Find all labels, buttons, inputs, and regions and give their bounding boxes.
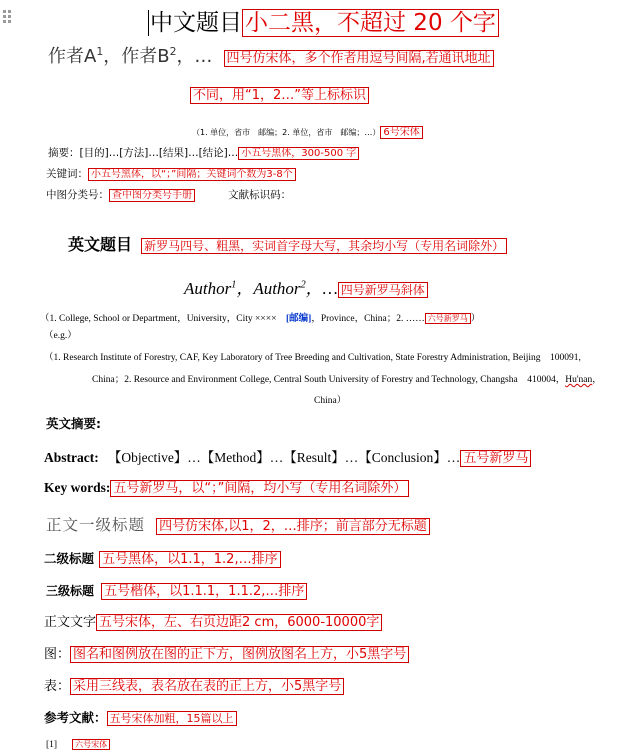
keywords-en-row	[44, 477, 409, 497]
title-note: 小二黑，不超过 20 个字	[242, 9, 499, 37]
author-a: 作者$A^1$，作者$B^2$，…	[48, 45, 213, 67]
abstract-en-row	[44, 446, 531, 467]
eg-label: （e.g.）	[44, 331, 77, 341]
affiliation-en-note: 六号新罗马	[425, 313, 471, 324]
abstract-en-label: Abstract:	[44, 450, 99, 465]
keywords-cn-note: 小五号黑体，以“；”间隔；关键词个数为3-8个	[88, 168, 296, 181]
h1-note: 四号仿宋体,以1，2，…排序；前言部分无标题	[156, 518, 430, 535]
authors-note-line2-row	[190, 84, 369, 104]
example-line1: （1. Research Institute of Forestry, CAF, Key Laboratory of Tree Breeding and Cultivation, State Forestry Administration, Beijing 100091,	[44, 353, 581, 363]
abstract-cn-row	[48, 141, 359, 160]
h2-text: 二级标题	[44, 551, 95, 566]
affiliation-en-text2: ，Province，China；2. ……	[311, 314, 425, 324]
body-text-row	[44, 611, 382, 631]
abstract-en-note: 五号新罗马	[460, 450, 531, 467]
authors-cn-row	[48, 42, 494, 68]
authors-en-note: 四号新罗马斜体	[338, 282, 428, 298]
keywords-cn-label: 关键词：	[46, 168, 88, 180]
title-en: 英文题目	[68, 235, 133, 254]
references-label: 参考文献：	[44, 710, 107, 725]
h3-row	[46, 580, 307, 600]
drag-handle-icon[interactable]	[3, 10, 11, 22]
example-hunan: Hu'nan	[565, 375, 593, 385]
ref1-note: 六号宋体	[72, 739, 110, 750]
figure-row	[44, 643, 409, 663]
keywords-en-label: Key words:	[44, 480, 111, 495]
example-line2: China；2. Resource and Environment College, Central South University of Forestry and Technology, Changsha 410004，Hu'nan，	[92, 375, 602, 385]
table-note: 采用三线表，表名放在表的正上方，小5黑字号	[70, 678, 344, 695]
figure-label: 图：	[44, 647, 71, 662]
abstract-en-heading: 英文摘要:	[46, 416, 101, 431]
ref1-number: [1]	[46, 740, 58, 750]
affiliation-cn-text: （1. 单位，省市 邮编；2. 单位，省市 邮编；…）	[192, 128, 381, 137]
affiliation-cn-note: 6号宋体	[380, 126, 422, 139]
example-line3: China）	[314, 396, 347, 406]
classification-note: 查中图分类号手册	[109, 189, 195, 202]
h1-row	[46, 513, 430, 535]
title-en-row	[68, 232, 507, 255]
classification-row	[46, 183, 291, 202]
classification-label: 中图分类号：	[46, 189, 109, 201]
postcode-placeholder: [邮编]	[285, 314, 312, 324]
affiliation-en-text1: （1. College, School or Department，University，City ××××	[40, 314, 286, 324]
h2-row	[44, 548, 281, 568]
abstract-en-text: 【Objective】…【Method】…【Result】…【Conclusion】…	[107, 450, 461, 465]
references-row	[44, 707, 237, 726]
keywords-en-note: 五号新罗马，以“；”间隔，均小写（专用名词除外）	[110, 480, 409, 497]
figure-note: 图名和图例放在图的正下方，图例放图名上方，小5黑字号	[70, 646, 409, 663]
title-en-note: 新罗马四号、粗黑，实词首字母大写，其余均小写（专用名词除外）	[141, 238, 507, 254]
table-row	[44, 675, 344, 695]
keywords-cn-row	[46, 162, 296, 181]
body-text-label: 正文文字	[44, 615, 97, 630]
page-title[interactable]: 中文题目	[150, 10, 242, 36]
affiliation-en-row	[40, 306, 480, 325]
abstract-cn-note: 小五号黑体，300-500 字	[238, 147, 359, 160]
title-row	[148, 4, 499, 37]
h1-text: 正文一级标题	[46, 516, 146, 534]
ref1-row	[46, 732, 110, 751]
abstract-cn-text: 摘要：[目的]…[方法]…[结果]…[结论]…	[48, 147, 239, 159]
affiliation-en-close: ）	[470, 314, 481, 324]
references-note: 五号宋体加粗，15篇以上	[107, 711, 237, 726]
body-text-note: 五号宋体，左、右页边距2 cm，6000-10000字	[96, 614, 382, 631]
affiliation-cn-row	[192, 120, 423, 139]
h3-note: 五号楷体，以1.1.1，1.1.2,…排序	[101, 583, 307, 600]
doc-code-label: 文献标识码：	[228, 189, 292, 201]
table-label: 表：	[44, 679, 71, 694]
authors-note-2: 不同，用“1，2…”等上标标识	[190, 87, 369, 104]
authors-en: Author$^1$，Author$^2$，…	[184, 279, 338, 298]
h3-text: 三级标题	[46, 584, 95, 598]
authors-en-row	[184, 274, 428, 299]
h2-note: 五号黑体，以1.1，1.2,…排序	[99, 551, 280, 568]
authors-note-1: 四号仿宋体，多个作者用逗号间隔,若通讯地址	[224, 50, 494, 67]
